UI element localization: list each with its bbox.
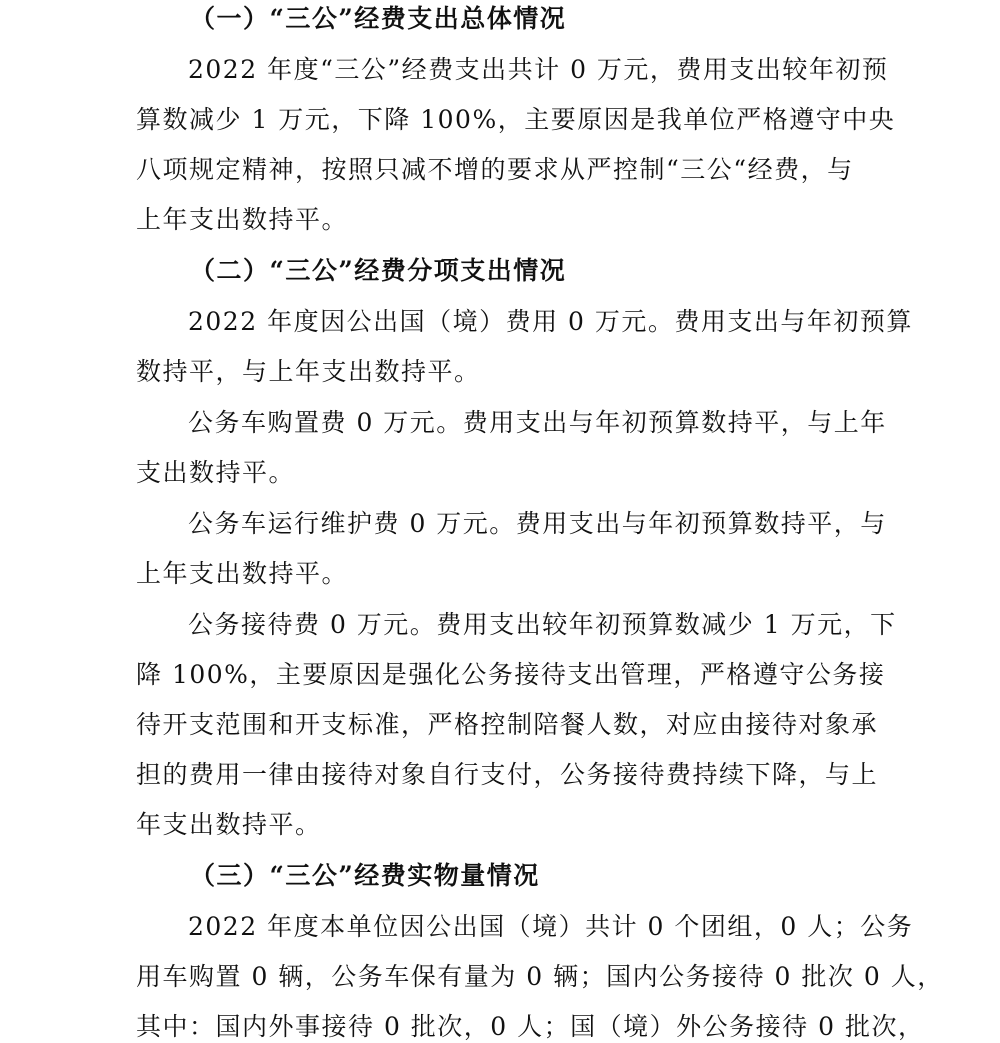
paragraph-line: 降 100%，主要原因是强化公务接待支出管理，严格遵守公务接 <box>136 660 886 689</box>
section-heading-2: （二）“三公”经费分项支出情况 <box>190 256 567 285</box>
section-heading-1: （一）“三公”经费支出总体情况 <box>190 4 567 33</box>
section-heading-3: （三）“三公”经费实物量情况 <box>190 861 540 890</box>
paragraph-line: 数持平，与上年支出数持平。 <box>136 357 481 386</box>
paragraph-line: 公务车购置费 0 万元。费用支出与年初预算数持平，与上年 <box>188 408 887 437</box>
paragraph-line: 算数减少 1 万元，下降 100%，主要原因是我单位严格遵守中央 <box>136 105 896 134</box>
paragraph-line: 2022 年度因公出国（境）费用 0 万元。费用支出与年初预算 <box>188 307 913 336</box>
paragraph-line: 支出数持平。 <box>136 458 296 487</box>
paragraph-line: 2022 年度“三公”经费支出共计 0 万元，费用支出较年初预 <box>188 55 889 84</box>
paragraph-line: 八项规定精神，按照只减不增的要求从严控制“三公“经费，与 <box>136 155 854 184</box>
paragraph-line: 其中：国内外事接待 0 批次，0 人；国（境）外公务接待 0 批次， <box>136 1012 925 1041</box>
paragraph-line: 公务接待费 0 万元。费用支出较年初预算数减少 1 万元，下 <box>188 610 897 639</box>
paragraph-line: 用车购置 0 辆，公务车保有量为 0 辆；国内公务接待 0 批次 0 人， <box>136 962 944 991</box>
paragraph-line: 2022 年度本单位因公出国（境）共计 0 个团组，0 人；公务 <box>188 912 914 941</box>
paragraph-line: 担的费用一律由接待对象自行支付，公务接待费持续下降，与上 <box>136 760 879 789</box>
paragraph-line: 上年支出数持平。 <box>136 205 349 234</box>
paragraph-line: 年支出数持平。 <box>136 810 322 839</box>
paragraph-line: 待开支范围和开支标准，严格控制陪餐人数，对应由接待对象承 <box>136 710 879 739</box>
paragraph-line: 上年支出数持平。 <box>136 559 349 588</box>
paragraph-line: 公务车运行维护费 0 万元。费用支出与年初预算数持平，与 <box>188 509 887 538</box>
